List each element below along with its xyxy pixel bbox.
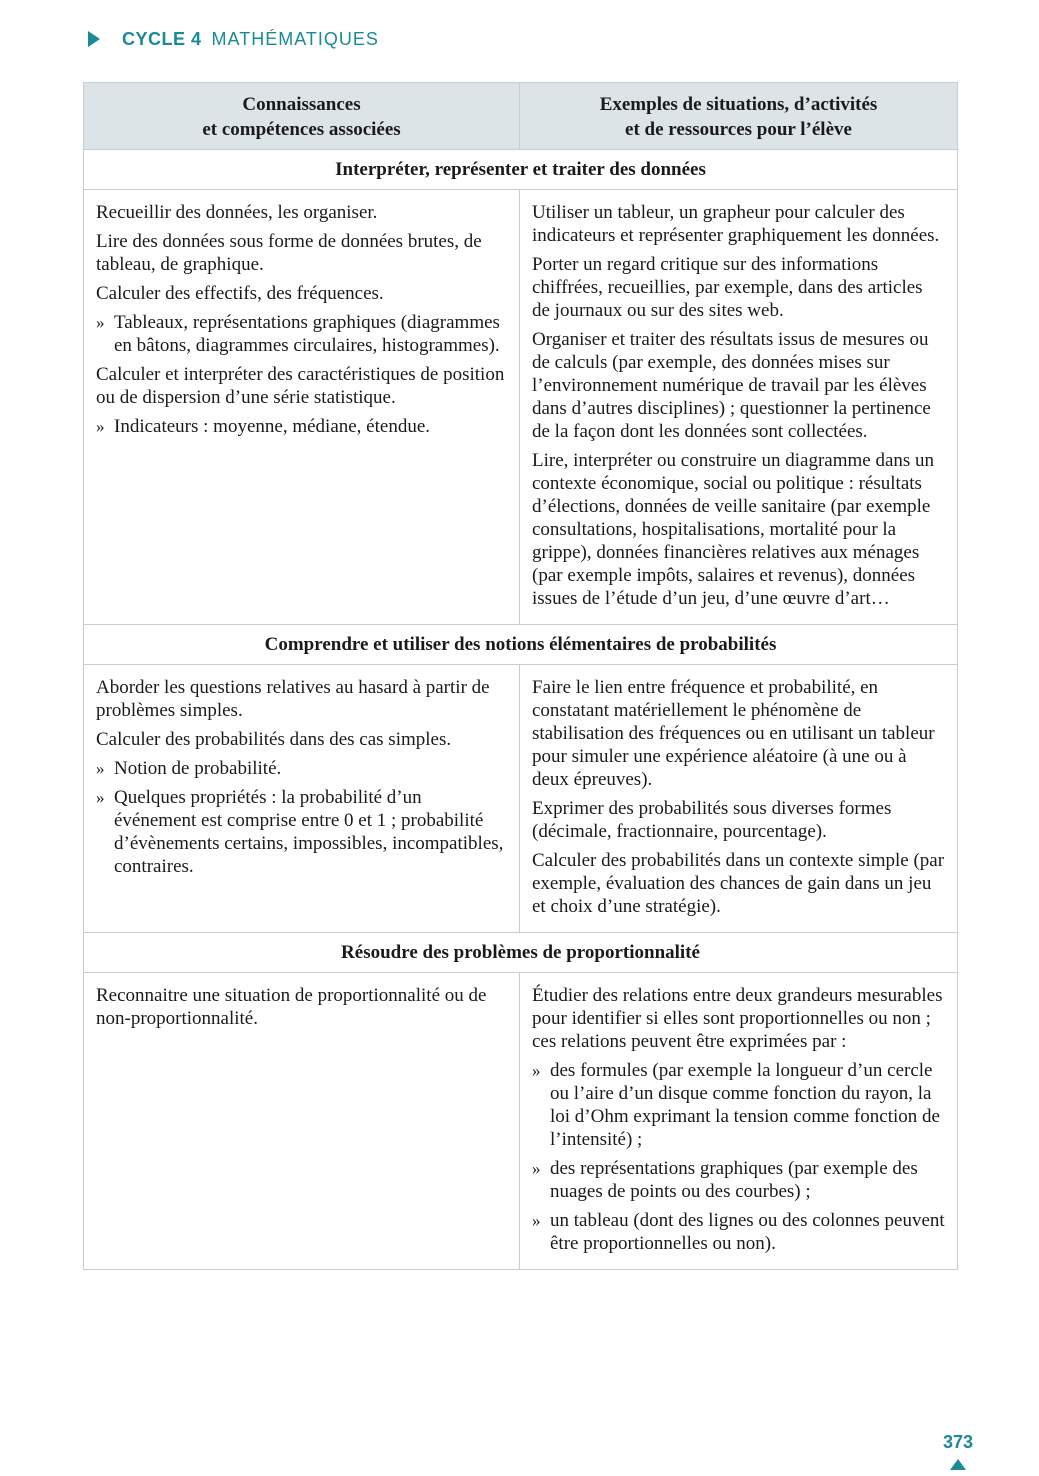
bullet-item	[96, 415, 507, 438]
bullet-item	[532, 1209, 945, 1255]
bullet-text: Indicateurs : moyenne, médiane, étendue.	[114, 416, 431, 437]
section-content-row	[84, 665, 958, 933]
paragraph: Calculer et interpréter des caractéristiques de position ou de dispersion d’une série statistique.	[96, 364, 505, 408]
bullet-mark: »	[532, 1211, 541, 1230]
bullet-item	[532, 1157, 945, 1203]
section-title-row	[84, 625, 958, 665]
header-line: et compétences associées	[202, 119, 401, 140]
paragraph: Recueillir des données, les organiser.	[96, 202, 378, 223]
section-title: Interpréter, représenter et traiter des données	[84, 150, 958, 190]
paragraph: Reconnaitre une situation de proportionnalité ou de non-proportionnalité.	[96, 985, 487, 1029]
subject-label: MATHÉMATIQUES	[211, 28, 379, 49]
page-header	[88, 26, 379, 52]
header-line: et de ressources pour l’élève	[625, 119, 852, 140]
bullet-mark: »	[96, 313, 105, 332]
paragraph: Lire, interpréter ou construire un diagramme dans un contexte économique, social ou politique : résultats d’élections, données de veille sanitaire (par exemple consultations, hospitalisations, mortalité pour la grippe), données financières relatives aux ménages (par exemple impôts, salaires et revenus), données issues de l’étude d’un jeu, d’une œuvre d’art…	[532, 450, 935, 609]
paragraph: Porter un regard critique sur des informations chiffrées, recueillies, par exemple, dans des articles de journaux ou sur des sites web.	[532, 254, 923, 321]
paragraph: Calculer des effectifs, des fréquences.	[96, 283, 384, 304]
bullet-text: des représentations graphiques (par exemple des nuages de points ou des courbes) ;	[550, 1158, 918, 1202]
paragraph: Calculer des probabilités dans des cas simples.	[96, 729, 452, 750]
section-content-row	[84, 973, 958, 1270]
section-title: Résoudre des problèmes de proportionnalité	[84, 933, 958, 973]
knowledge-cell	[84, 190, 520, 625]
knowledge-cell	[84, 973, 520, 1270]
section-title-row	[84, 933, 958, 973]
bullet-text: Notion de probabilité.	[114, 758, 282, 779]
paragraph: Étudier des relations entre deux grandeurs mesurables pour identifier si elles sont proportionnelles ou non ; ces relations peuvent être exprimées par :	[532, 985, 943, 1052]
curriculum-table	[83, 82, 958, 1270]
column-header-knowledge	[84, 83, 520, 150]
page-number: 373	[942, 1432, 973, 1452]
knowledge-cell	[84, 665, 520, 933]
examples-cell	[520, 190, 958, 625]
bullet-text: un tableau (dont des lignes ou des colonnes peuvent être proportionnelles ou non).	[550, 1210, 945, 1254]
bullet-text: Tableaux, représentations graphiques (diagrammes en bâtons, diagrammes circulaires, histogrammes).	[114, 312, 500, 356]
header-line: Exemples de situations, d’activités	[599, 94, 878, 115]
table-header-row	[84, 83, 958, 150]
page-footer	[943, 1432, 973, 1470]
paragraph: Faire le lien entre fréquence et probabilité, en constatant matériellement le phénomène de stabilisation des fréquences ou en utilisant un tableur pour simuler une expérience aléatoire (à une ou à deux épreuves).	[532, 677, 935, 790]
paragraph: Lire des données sous forme de données brutes, de tableau, de graphique.	[96, 231, 482, 275]
header-line: Connaissances	[242, 94, 361, 115]
section-content-row	[84, 190, 958, 625]
bullet-item	[96, 757, 507, 780]
paragraph: Organiser et traiter des résultats issus de mesures ou de calculs (par exemple, des données mises sur l’environnement numérique de travail par les élèves dans d’autres disciplines) ; questionner la pertinence de la façon dont les données sont collectées.	[532, 329, 931, 442]
bullet-text: des formules (par exemple la longueur d’un cercle ou l’aire d’un disque comme fonction du rayon, la loi d’Ohm exprimant la tension comme fonction de l’intensité) ;	[550, 1060, 940, 1150]
bullet-mark: »	[96, 417, 105, 436]
bullet-item	[532, 1059, 945, 1151]
paragraph: Exprimer des probabilités sous diverses formes (décimale, fractionnaire, pourcentage).	[532, 798, 892, 842]
bullet-item	[96, 786, 507, 878]
bullet-mark: »	[532, 1159, 541, 1178]
bullet-mark: »	[532, 1061, 541, 1080]
bullet-text: Quelques propriétés : la probabilité d’un événement est comprise entre 0 et 1 ; probabilité d’évènements certains, impossibles, incompatibles, contraires.	[114, 787, 504, 877]
bullet-mark: »	[96, 788, 105, 807]
examples-cell	[520, 973, 958, 1270]
paragraph: Aborder les questions relatives au hasard à partir de problèmes simples.	[96, 677, 490, 721]
triangle-right-icon	[88, 31, 100, 47]
cycle-label: CYCLE 4	[122, 28, 202, 49]
bullet-mark: »	[96, 759, 105, 778]
examples-cell	[520, 665, 958, 933]
bullet-item	[96, 311, 507, 357]
triangle-up-icon	[950, 1459, 966, 1470]
paragraph: Utiliser un tableur, un grapheur pour calculer des indicateurs et représenter graphiquement les données.	[532, 202, 940, 246]
section-title-row	[84, 150, 958, 190]
paragraph: Calculer des probabilités dans un contexte simple (par exemple, évaluation des chances de gain dans un jeu et choix d’une stratégie).	[532, 850, 945, 917]
section-title: Comprendre et utiliser des notions élémentaires de probabilités	[84, 625, 958, 665]
column-header-examples	[520, 83, 958, 150]
